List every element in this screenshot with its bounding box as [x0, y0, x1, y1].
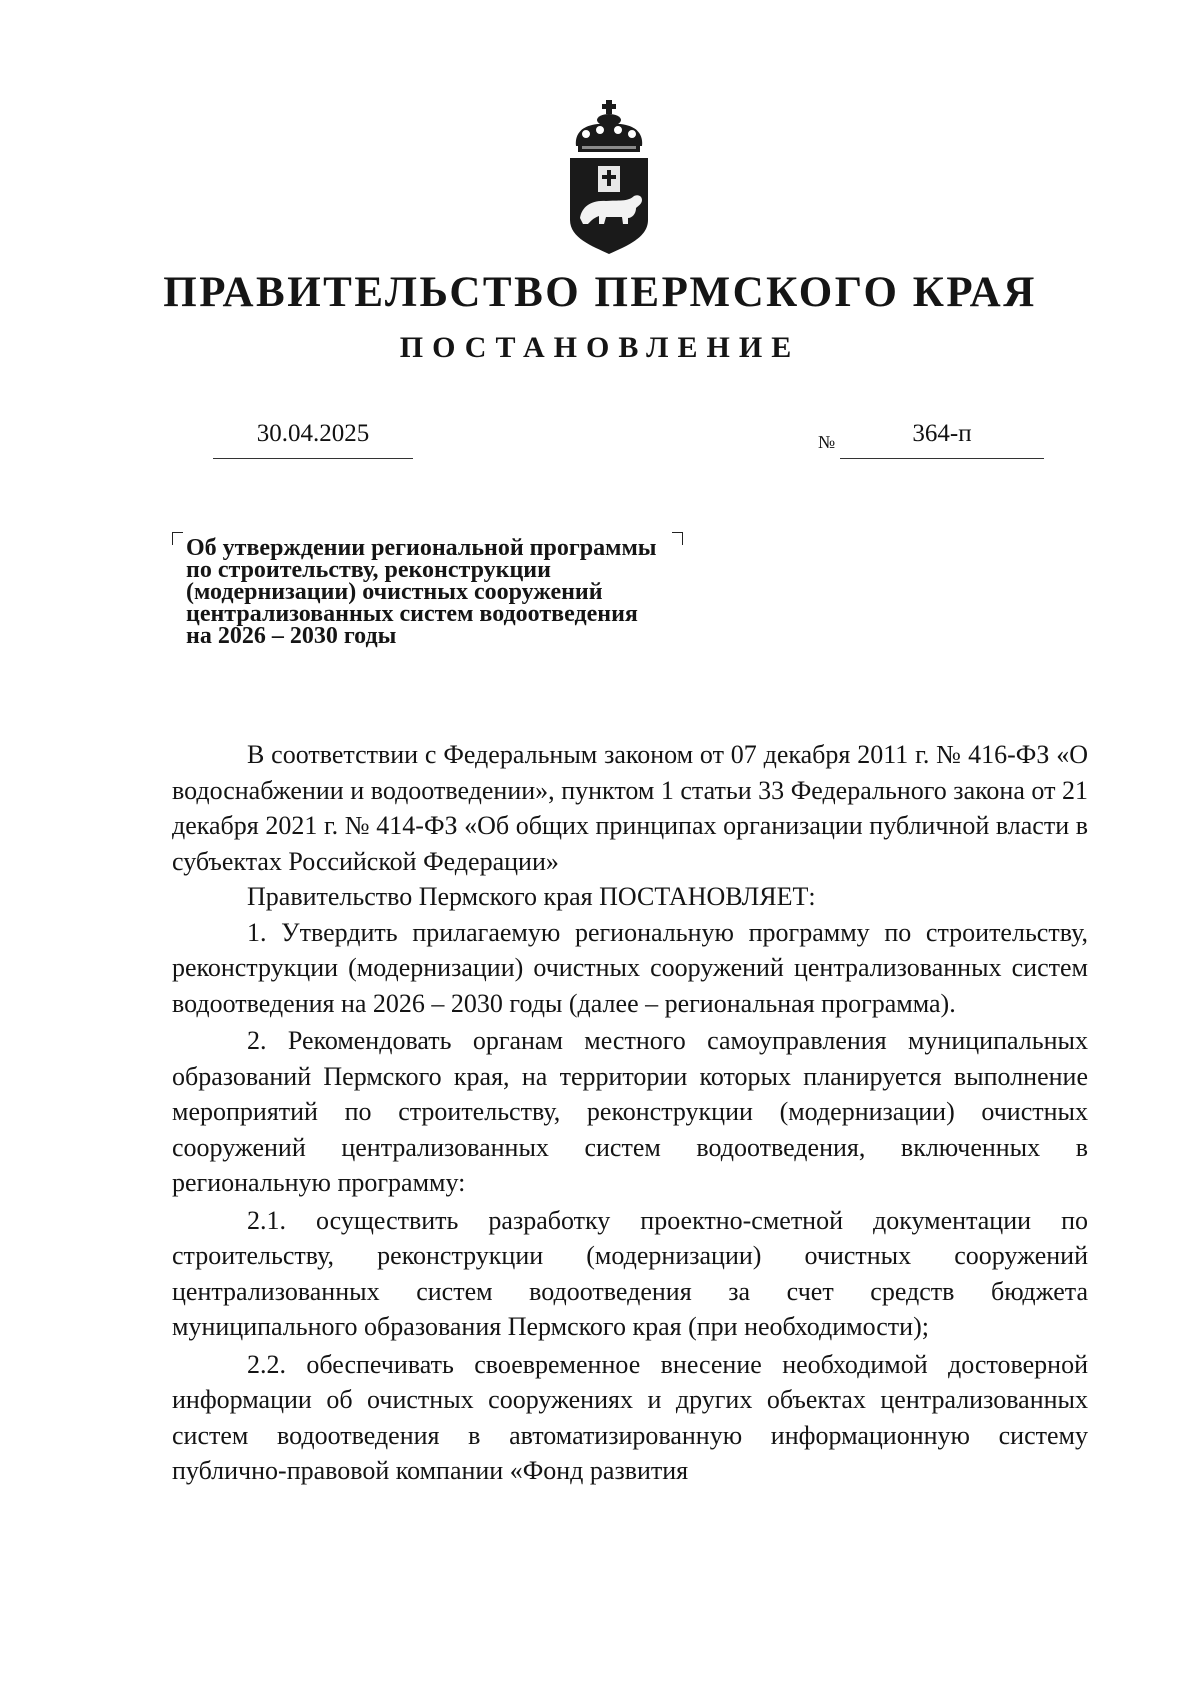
coat-of-arms-icon: [566, 100, 652, 254]
number-label: №: [818, 432, 836, 452]
subject-line: централизованных систем водоотведения: [186, 601, 638, 627]
body-paragraph: Правительство Пермского края ПОСТАНОВЛЯЕТ:: [247, 882, 816, 911]
subject-line: на 2026 – 2030 годы: [186, 623, 397, 649]
body-paragraph: 2.1. осуществить разработку проектно-сметной документации по строительству, реконструкции (модернизации) очистных сооружений централизованных систем водоотведения за счет средств бюджета муниципального образования Пермского края (при необходимости);: [172, 1205, 1088, 1341]
document-date-field: [213, 418, 413, 459]
document-date: 30.04.2025: [256, 420, 370, 447]
document-subject: [186, 537, 746, 647]
body-paragraph: 2.2. обеспечивать своевременное внесение необходимой достоверной информации об очистных сооружениях и других объектах централизованных систем водоотведения в автоматизированную информационную систему публично-правовой компании «Фонд развития: [172, 1349, 1088, 1485]
document-number: 364-п: [912, 420, 972, 447]
document-number-field: [840, 418, 1044, 459]
subject-corner-left: [172, 532, 183, 545]
body-paragraph: 1. Утвердить прилагаемую региональную программу по строительству, реконструкции (модернизации) очистных сооружений централизованных систем водоотведения на 2026 – 2030 годы (далее – региональная программа).: [172, 917, 1088, 1018]
body-paragraph: В соответствии с Федеральным законом от 07 декабря 2011 г. № 416-ФЗ «О водоснабжении и водоотведении», пунктом 1 статьи 33 Федерального закона от 21 декабря 2021 г. № 414-ФЗ «Об общих принципах организации публичной власти в субъектах Российской Федерации»: [172, 740, 1088, 876]
document-body: [172, 737, 1088, 1489]
subject-line: по строительству, реконструкции: [186, 557, 551, 583]
subject-line: Об утверждении региональной программы: [186, 535, 657, 561]
document-type-title: ПОСТАНОВЛЕНИЕ: [399, 331, 801, 364]
organization-title: ПРАВИТЕЛЬСТВО ПЕРМСКОГО КРАЯ: [163, 269, 1037, 316]
subject-line: (модернизации) очистных сооружений: [186, 579, 603, 605]
body-paragraph: 2. Рекомендовать органам местного самоуправления муниципальных образований Пермского края, на территории которых планируется выполнение мероприятий по строительству, реконструкции (модернизации) очистных сооружений централизованных систем водоотведения, включенных в региональную программу:: [172, 1026, 1088, 1197]
